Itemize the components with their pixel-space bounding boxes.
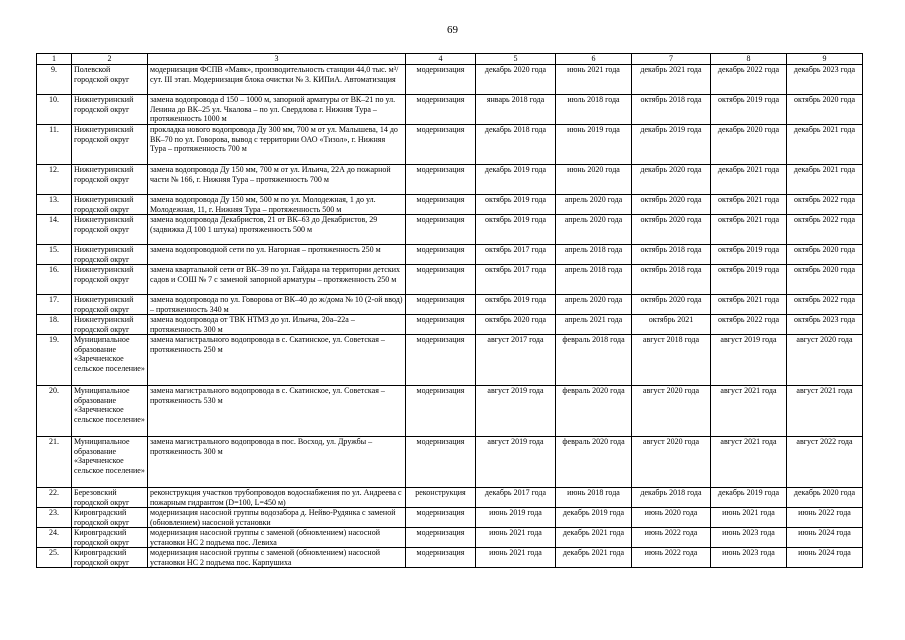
description-cell: замена водопровода по ул. Говорова от ВК–40 до ж/дома № 10 (2-ой ввод) – протяженность 340 м [148,295,406,315]
year1-date-cell: июнь 2022 года [632,548,711,568]
description-cell: замена магистрального водопровода в с. Скатинское, ул. Советская – протяженность 530 м [148,386,406,437]
header-cell: 2 [72,54,148,65]
work-type-cell: модернизация [406,215,476,245]
year1-date-cell: декабрь 2021 года [632,65,711,95]
year3-date-cell: октябрь 2020 года [787,245,863,265]
row-number-cell: 19. [37,335,72,386]
year3-date-cell: октябрь 2022 года [787,195,863,215]
district-cell: Полевской городской округ [72,65,148,95]
year2-date-cell: август 2019 года [711,335,787,386]
district-cell: Нижнетуринский городской округ [72,95,148,125]
year2-date-cell: октябрь 2021 года [711,295,787,315]
year1-date-cell: декабрь 2019 года [632,125,711,165]
district-cell: Нижнетуринский городской округ [72,125,148,165]
year2-date-cell: август 2021 года [711,437,787,488]
row-number-cell: 10. [37,95,72,125]
end-date-cell: июнь 2021 года [556,65,632,95]
start-date-cell: август 2017 года [476,335,556,386]
work-type-cell: реконструкция [406,488,476,508]
row-number-cell: 24. [37,528,72,548]
district-cell: Нижнетуринский городской округ [72,315,148,335]
row-number-cell: 25. [37,548,72,568]
year1-date-cell: август 2020 года [632,437,711,488]
row-number-cell: 12. [37,165,72,195]
page-number: 69 [447,24,458,36]
header-cell: 1 [37,54,72,65]
header-cell: 7 [632,54,711,65]
work-type-cell: модернизация [406,386,476,437]
description-cell: замена водопровода Ду 150 мм, 500 м по ул. Молодежная, 1 до ул. Молодежная, 11, г. Нижняя Тура – протяженность 500 м [148,195,406,215]
start-date-cell: октябрь 2017 года [476,265,556,295]
end-date-cell: декабрь 2021 года [556,528,632,548]
description-cell: замена магистрального водопровода в с. Скатинское, ул. Советская – протяженность 250 м [148,335,406,386]
end-date-cell: декабрь 2021 года [556,548,632,568]
table-row [37,245,863,265]
year1-date-cell: август 2018 года [632,335,711,386]
district-cell: Нижнетуринский городской округ [72,215,148,245]
end-date-cell: февраль 2020 года [556,437,632,488]
description-cell: прокладка нового водопровода Ду 300 мм, 700 м от ул. Малышева, 14 до ВК–70 по ул. Говорова, вывод с территории ОАО «Тизол», г. Нижняя Тура – протяженность 700 м [148,125,406,165]
header-row [37,54,863,65]
year3-date-cell: декабрь 2023 года [787,65,863,95]
row-number-cell: 22. [37,488,72,508]
year2-date-cell: октябрь 2019 года [711,265,787,295]
year3-date-cell: июнь 2022 года [787,508,863,528]
end-date-cell: апрель 2018 года [556,245,632,265]
start-date-cell: декабрь 2020 года [476,65,556,95]
row-number-cell: 9. [37,65,72,95]
district-cell: Нижнетуринский городской округ [72,295,148,315]
header-cell: 6 [556,54,632,65]
table-row [37,95,863,125]
description-cell: замена водопроводной сети по ул. Нагорная – протяженность 250 м [148,245,406,265]
row-number-cell: 16. [37,265,72,295]
table-row [37,315,863,335]
table-row [37,528,863,548]
year1-date-cell: октябрь 2018 года [632,265,711,295]
work-type-cell: модернизация [406,125,476,165]
description-cell: замена водопровода d 150 – 1000 м, запорной арматуры от ВК–21 по ул. Ленина до ВК–25 ул. Чкалова – по ул. Свердлова г. Нижняя Тура – протяженность 1000 м [148,95,406,125]
row-number-cell: 14. [37,215,72,245]
year1-date-cell: октябрь 2020 года [632,215,711,245]
start-date-cell: август 2019 года [476,386,556,437]
table-row [37,437,863,488]
end-date-cell: июль 2018 года [556,95,632,125]
year3-date-cell: октябрь 2020 года [787,265,863,295]
end-date-cell: июнь 2020 года [556,165,632,195]
start-date-cell: октябрь 2019 года [476,295,556,315]
year3-date-cell: октябрь 2020 года [787,95,863,125]
end-date-cell: апрель 2021 года [556,315,632,335]
year1-date-cell: июнь 2020 года [632,508,711,528]
year3-date-cell: октябрь 2023 года [787,315,863,335]
description-cell: модернизация насосной группы с заменой (обновлением) насосной установки НС 2 подъема пос. Карпушиха [148,548,406,568]
year3-date-cell: октябрь 2022 года [787,295,863,315]
work-type-cell: модернизация [406,508,476,528]
table-row [37,295,863,315]
header-cell: 5 [476,54,556,65]
description-cell: замена водопровода Декабристов, 21 от ВК–63 до Декабристов, 29 (задвижка Д 100 1 штука) протяженность 500 м [148,215,406,245]
year2-date-cell: июнь 2021 года [711,508,787,528]
district-cell: Муниципальное образование «Заречненское сельское поселение» [72,437,148,488]
end-date-cell: июнь 2018 года [556,488,632,508]
header-cell: 3 [148,54,406,65]
start-date-cell: июнь 2019 года [476,508,556,528]
row-number-cell: 11. [37,125,72,165]
start-date-cell: октябрь 2019 года [476,215,556,245]
end-date-cell: апрель 2018 года [556,265,632,295]
year2-date-cell: октябрь 2021 года [711,215,787,245]
year3-date-cell: октябрь 2022 года [787,215,863,245]
table-row [37,386,863,437]
district-cell: Нижнетуринский городской округ [72,195,148,215]
end-date-cell: декабрь 2019 года [556,508,632,528]
row-number-cell: 23. [37,508,72,528]
start-date-cell: январь 2018 года [476,95,556,125]
year3-date-cell: август 2021 года [787,386,863,437]
year3-date-cell: декабрь 2020 года [787,488,863,508]
table-row [37,265,863,295]
table-row [37,548,863,568]
work-type-cell: модернизация [406,315,476,335]
table-row [37,125,863,165]
district-cell: Березовский городской округ [72,488,148,508]
start-date-cell: август 2019 года [476,437,556,488]
work-type-cell: модернизация [406,165,476,195]
row-number-cell: 21. [37,437,72,488]
year2-date-cell: декабрь 2021 года [711,165,787,195]
district-cell: Кировградский городской округ [72,548,148,568]
start-date-cell: июнь 2021 года [476,548,556,568]
table-row [37,508,863,528]
year2-date-cell: октябрь 2019 года [711,95,787,125]
year2-date-cell: октябрь 2019 года [711,245,787,265]
end-date-cell: февраль 2018 года [556,335,632,386]
row-number-cell: 13. [37,195,72,215]
work-type-cell: модернизация [406,437,476,488]
work-type-cell: модернизация [406,335,476,386]
description-cell: замена магистрального водопровода в пос. Восход, ул. Дружбы – протяженность 300 м [148,437,406,488]
start-date-cell: октябрь 2019 года [476,195,556,215]
year1-date-cell: декабрь 2020 года [632,165,711,195]
district-cell: Кировградский городской округ [72,528,148,548]
year2-date-cell: июнь 2023 года [711,548,787,568]
start-date-cell: декабрь 2017 года [476,488,556,508]
data-table [36,53,863,568]
year2-date-cell: декабрь 2020 года [711,125,787,165]
table-row [37,195,863,215]
work-type-cell: модернизация [406,528,476,548]
end-date-cell: апрель 2020 года [556,195,632,215]
row-number-cell: 15. [37,245,72,265]
table-row [37,65,863,95]
work-type-cell: модернизация [406,65,476,95]
table-row [37,165,863,195]
year3-date-cell: июнь 2024 года [787,548,863,568]
description-cell: замена водопровода от ТВК НТМЗ до ул. Ильича, 20а–22а – протяженность 300 м [148,315,406,335]
description-cell: модернизация ФСПВ «Маяк», производительность станции 44,0 тыс. м³/сут. III этап. Модернизация блока очистки № 3. КИПиА. Автоматизация [148,65,406,95]
year1-date-cell: август 2020 года [632,386,711,437]
year1-date-cell: октябрь 2020 года [632,295,711,315]
row-number-cell: 17. [37,295,72,315]
row-number-cell: 20. [37,386,72,437]
start-date-cell: октябрь 2020 года [476,315,556,335]
year1-date-cell: декабрь 2018 года [632,488,711,508]
header-cell: 4 [406,54,476,65]
work-type-cell: модернизация [406,95,476,125]
district-cell: Нижнетуринский городской округ [72,165,148,195]
year1-date-cell: октябрь 2018 года [632,95,711,125]
description-cell: замена квартальной сети от ВК–39 по ул. Гайдара на территории детских садов и СОШ № 7 с заменой запорной арматуры – протяженность 250 м [148,265,406,295]
work-type-cell: модернизация [406,548,476,568]
year3-date-cell: декабрь 2021 года [787,165,863,195]
description-cell: реконструкция участков трубопроводов водоснабжения по ул. Андреева с пожарным гидрантом (D=100, L=450 м) [148,488,406,508]
year1-date-cell: октябрь 2020 года [632,195,711,215]
year1-date-cell: октябрь 2018 года [632,245,711,265]
year2-date-cell: октябрь 2022 года [711,315,787,335]
district-cell: Муниципальное образование «Заречненское сельское поселение» [72,335,148,386]
table-row [37,215,863,245]
year2-date-cell: август 2021 года [711,386,787,437]
start-date-cell: декабрь 2019 года [476,165,556,195]
table-row [37,488,863,508]
district-cell: Нижнетуринский городской округ [72,265,148,295]
work-type-cell: модернизация [406,265,476,295]
end-date-cell: февраль 2020 года [556,386,632,437]
year2-date-cell: июнь 2023 года [711,528,787,548]
year3-date-cell: декабрь 2021 года [787,125,863,165]
year2-date-cell: декабрь 2019 года [711,488,787,508]
end-date-cell: апрель 2020 года [556,215,632,245]
year3-date-cell: июнь 2024 года [787,528,863,548]
work-type-cell: модернизация [406,195,476,215]
table-row [37,335,863,386]
district-cell: Муниципальное образование «Заречненское сельское поселение» [72,386,148,437]
work-type-cell: модернизация [406,295,476,315]
end-date-cell: апрель 2020 года [556,295,632,315]
row-number-cell: 18. [37,315,72,335]
work-type-cell: модернизация [406,245,476,265]
start-date-cell: декабрь 2018 года [476,125,556,165]
end-date-cell: июнь 2019 года [556,125,632,165]
year2-date-cell: декабрь 2022 года [711,65,787,95]
year2-date-cell: октябрь 2021 года [711,195,787,215]
district-cell: Нижнетуринский городской округ [72,245,148,265]
start-date-cell: октябрь 2017 года [476,245,556,265]
header-cell: 8 [711,54,787,65]
description-cell: модернизация насосной группы с заменой (обновлением) насосной установки НС 2 подъема пос. Левиха [148,528,406,548]
description-cell: модернизация насосной группы водозабора д. Нейво-Рудянка с заменой (обновлением) насосной установки [148,508,406,528]
year1-date-cell: октябрь 2021 [632,315,711,335]
start-date-cell: июнь 2021 года [476,528,556,548]
year3-date-cell: август 2022 года [787,437,863,488]
header-cell: 9 [787,54,863,65]
year3-date-cell: август 2020 года [787,335,863,386]
district-cell: Кировградский городской округ [72,508,148,528]
description-cell: замена водопровода Ду 150 мм, 700 м от ул. Ильича, 22А до пожарной части № 166, г. Нижняя Тура – протяженность 700 м [148,165,406,195]
year1-date-cell: июнь 2022 года [632,528,711,548]
